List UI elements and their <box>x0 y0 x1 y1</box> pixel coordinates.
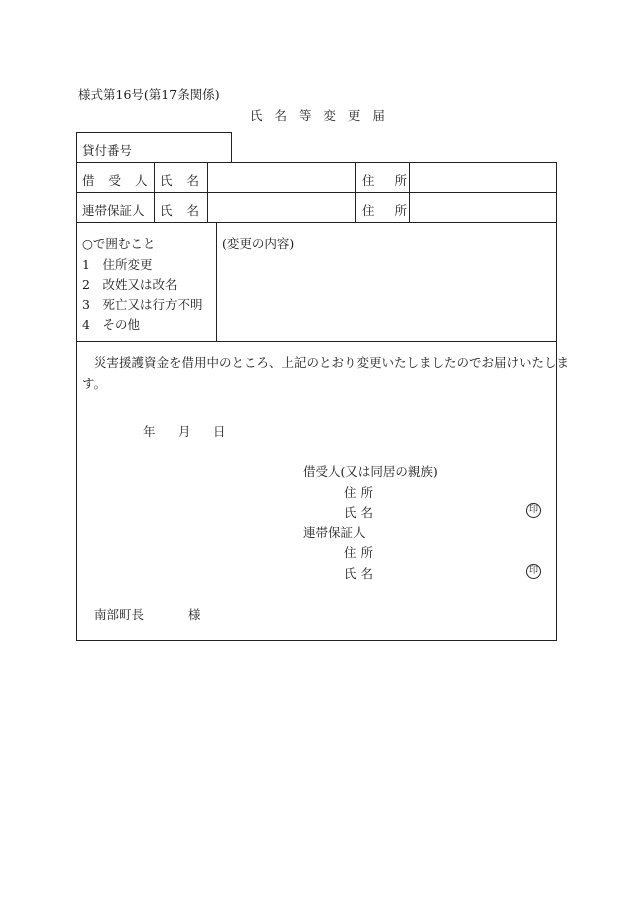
table-line <box>76 132 77 641</box>
guarantor-label: 連帯保証人 <box>82 203 145 218</box>
loan-number-label: 貸付番号 <box>82 143 133 158</box>
borrower-address-label: 住所 <box>362 173 428 188</box>
borrower-label: 借受人 <box>82 173 162 188</box>
form-number-label: 様式第16号(第17条関係) <box>78 87 220 102</box>
table-line <box>556 162 557 641</box>
borrower-name-label: 氏名 <box>160 173 214 188</box>
statement-line-1: 災害援護資金を借用中のところ、上記のとおり変更いたしましたのでお届けいたしま <box>94 355 570 370</box>
date-month: 月 <box>178 424 191 439</box>
form-title: 氏 名 等 変 更 届 <box>250 108 389 123</box>
loan-number-field[interactable] <box>236 134 336 160</box>
signer-guarantor-heading: 連帯保証人 <box>303 525 366 540</box>
signer-borrower-name-label: 氏 名 <box>344 505 373 520</box>
guarantor-address-label: 住所 <box>362 203 428 218</box>
change-details-label: (変更の内容) <box>222 236 295 251</box>
borrower-address-field[interactable] <box>411 164 555 191</box>
borrower-name-field[interactable] <box>209 164 354 191</box>
change-details-field[interactable] <box>222 252 552 337</box>
guarantor-name-label: 氏名 <box>160 203 214 218</box>
signer-guarantor-name-label: 氏 名 <box>344 566 373 581</box>
signer-borrower-heading: 借受人(又は同居の親族) <box>303 464 438 479</box>
option-address-change[interactable]: 1 住所変更 <box>82 257 153 272</box>
date-day: 日 <box>213 424 226 439</box>
options-instruction: ○で囲むこと <box>82 236 156 251</box>
table-line <box>216 222 217 341</box>
guarantor-address-field[interactable] <box>411 194 555 221</box>
table-line <box>76 222 557 223</box>
statement-line-2: す。 <box>82 376 107 391</box>
addressee: 南部町長 <box>94 607 145 622</box>
addressee-honorific: 様 <box>188 607 201 622</box>
guarantor-name-field[interactable] <box>209 194 354 221</box>
table-line <box>76 162 557 163</box>
table-line <box>76 192 557 193</box>
table-line <box>231 132 232 163</box>
option-name-change[interactable]: 2 改姓又は改名 <box>82 277 178 292</box>
signer-guarantor-address-label: 住 所 <box>344 545 373 560</box>
table-line <box>76 640 557 641</box>
table-line <box>76 341 557 342</box>
option-death-missing[interactable]: 3 死亡又は行方不明 <box>82 297 203 312</box>
seal-icon: 印 <box>526 503 541 518</box>
signer-borrower-address-label: 住 所 <box>344 485 373 500</box>
table-line <box>76 132 232 133</box>
table-line <box>355 162 356 222</box>
option-other[interactable]: 4 その他 <box>82 317 140 332</box>
seal-icon: 印 <box>526 564 541 579</box>
date-year: 年 <box>143 424 156 439</box>
